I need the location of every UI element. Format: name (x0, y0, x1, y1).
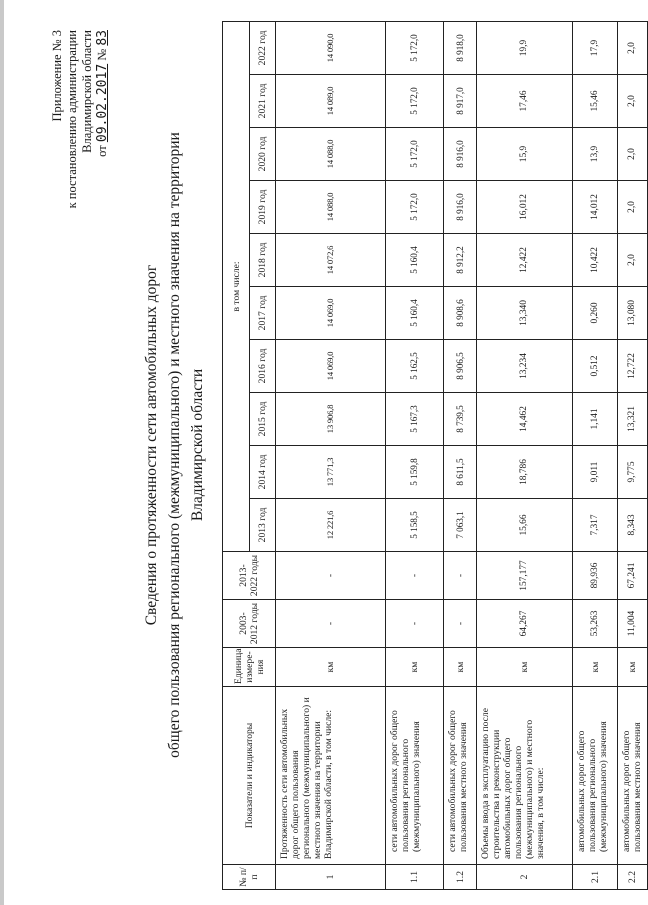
row-value: 14,012 (573, 181, 618, 234)
row-value: 8 611,5 (444, 446, 477, 499)
row-value: 8 908,6 (444, 287, 477, 340)
header-year: 2017 год (250, 287, 276, 340)
table-row (444, 21, 477, 889)
header-including: в том числе: (223, 21, 250, 551)
document-date: 09.02.2017 (95, 63, 110, 143)
row-2003-2012: 64,267 (477, 600, 573, 648)
row-value: 14 069,0 (276, 287, 386, 340)
header-year: 2015 год (250, 393, 276, 446)
row-value: 7 063,1 (444, 499, 477, 552)
header-year: 2020 год (250, 128, 276, 181)
row-name: автомобильных дорог общего пользования местного значения (618, 687, 648, 865)
row-value: 8 916,0 (444, 181, 477, 234)
row-value: 7,317 (573, 499, 618, 552)
row-value: 13,321 (618, 393, 648, 446)
title-line-1: Сведения о протяженности сети автомобильных дорог (143, 264, 160, 626)
row-value: 17,9 (573, 21, 618, 74)
row-value: 14,462 (477, 393, 573, 446)
row-value: 0,260 (573, 287, 618, 340)
header-2013-2022: 2013- 2022 годы (223, 552, 276, 600)
row-value: 2,0 (618, 75, 648, 128)
header-indicator: Показатели и индикаторы (223, 687, 276, 865)
row-num: 2 (477, 865, 573, 890)
row-value: 18,786 (477, 446, 573, 499)
appendix-line-2: к постановлению администрации (65, 30, 79, 209)
row-value: 5 172,0 (386, 181, 444, 234)
row-value: 13 906,8 (276, 393, 386, 446)
row-value: 5 172,0 (386, 75, 444, 128)
row-2003-2012: 53,263 (573, 600, 618, 648)
row-value: 13,234 (477, 340, 573, 393)
row-value: 15,66 (477, 499, 573, 552)
row-value: 15,46 (573, 75, 618, 128)
row-value: 13,9 (573, 128, 618, 181)
header-year: 2021 год (250, 75, 276, 128)
row-unit: км (276, 648, 386, 687)
row-name: сети автомобильных дорог общего пользования местного значения (444, 687, 477, 865)
row-value: 5 167,3 (386, 393, 444, 446)
row-2003-2012: - (386, 600, 444, 648)
row-value: 12,422 (477, 234, 573, 287)
document-title (140, 115, 209, 775)
row-num: 1 (276, 865, 386, 890)
row-2003-2012: - (276, 600, 386, 648)
row-name: автомобильных дорог общего пользования регионального (межмуниципального) значения (573, 687, 618, 865)
row-value: 8 917,0 (444, 75, 477, 128)
table-row (573, 21, 618, 889)
row-value: 2,0 (618, 181, 648, 234)
row-value: 2,0 (618, 128, 648, 181)
row-value: 0,512 (573, 340, 618, 393)
row-2003-2012: - (444, 600, 477, 648)
row-2013-2022: 157,177 (477, 552, 573, 600)
row-value: 14 072,6 (276, 234, 386, 287)
row-value: 8 916,0 (444, 128, 477, 181)
row-value: 5 159,8 (386, 446, 444, 499)
row-value: 5 162,5 (386, 340, 444, 393)
row-value: 9,011 (573, 446, 618, 499)
table-row (618, 21, 648, 889)
row-value: 14 090,0 (276, 21, 386, 74)
row-value: 5 158,5 (386, 499, 444, 552)
row-value: 13,080 (618, 287, 648, 340)
row-unit: км (573, 648, 618, 687)
number-prefix: № (95, 48, 109, 61)
row-value: 10,422 (573, 234, 618, 287)
row-value: 14 089,0 (276, 75, 386, 128)
row-value: 12,722 (618, 340, 648, 393)
row-2013-2022: - (276, 552, 386, 600)
row-2013-2022: - (444, 552, 477, 600)
header-year: 2016 год (250, 340, 276, 393)
row-value: 8 918,0 (444, 21, 477, 74)
row-unit: км (477, 648, 573, 687)
row-value: 5 160,4 (386, 287, 444, 340)
table-row (477, 21, 573, 889)
row-value: 5 172,0 (386, 128, 444, 181)
row-unit: км (386, 648, 444, 687)
row-value: 14 088,0 (276, 128, 386, 181)
header-year: 2022 год (250, 21, 276, 74)
roads-table (222, 21, 648, 890)
row-value: 17,46 (477, 75, 573, 128)
row-value: 8 739,5 (444, 393, 477, 446)
appendix-date-line (95, 30, 110, 235)
appendix-block (50, 30, 110, 235)
header-year: 2013 год (250, 499, 276, 552)
row-name: сети автомобильных дорог общего пользования регионального (межмуниципального) значения (386, 687, 444, 865)
date-prefix: от (95, 145, 109, 157)
row-value: 8,343 (618, 499, 648, 552)
row-value: 19,9 (477, 21, 573, 74)
header-year: 2019 год (250, 181, 276, 234)
row-num: 2.1 (573, 865, 618, 890)
scan-edge (0, 0, 4, 905)
row-value: 5 160,4 (386, 234, 444, 287)
row-value: 15,9 (477, 128, 573, 181)
row-name: Протяженность сети автомобильных дорог общего пользования регионального (межмуниципального) и местного значения на территории Владимирской области, в том числе: (276, 687, 386, 865)
row-value: 1,141 (573, 393, 618, 446)
table-row (386, 21, 444, 889)
appendix-line-1: Приложение № 3 (50, 30, 64, 122)
row-value: 9,775 (618, 446, 648, 499)
row-value: 14 088,0 (276, 181, 386, 234)
row-value: 12 221,6 (276, 499, 386, 552)
row-unit: км (444, 648, 477, 687)
row-value: 2,0 (618, 234, 648, 287)
row-unit: км (618, 648, 648, 687)
row-name: Объемы ввода в эксплуатацию после строительства и реконструкции автомобильных дорог общего пользования регионального (межмуниципального) и местного значения, в том числе: (477, 687, 573, 865)
row-num: 1.1 (386, 865, 444, 890)
row-2003-2012: 11,004 (618, 600, 648, 648)
table-row (276, 21, 386, 889)
row-num: 1.2 (444, 865, 477, 890)
header-2003-2012: 2003- 2012 годы (223, 600, 276, 648)
row-2013-2022: - (386, 552, 444, 600)
header-unit: Единица измере- ния (223, 648, 276, 687)
row-value: 2,0 (618, 21, 648, 74)
row-value: 16,012 (477, 181, 573, 234)
document-number: 83 (95, 30, 110, 46)
row-value: 5 172,0 (386, 21, 444, 74)
header-num: № п/п (223, 865, 276, 890)
title-line-2: общего пользования регионального (межмуниципального) и местного значения на территории Владимирской области (166, 132, 206, 758)
row-2013-2022: 89,936 (573, 552, 618, 600)
row-value: 13 771,3 (276, 446, 386, 499)
row-value: 8 912,2 (444, 234, 477, 287)
header-year: 2014 год (250, 446, 276, 499)
row-value: 8 906,5 (444, 340, 477, 393)
row-2013-2022: 67,241 (618, 552, 648, 600)
row-value: 14 069,0 (276, 340, 386, 393)
row-value: 13,340 (477, 287, 573, 340)
row-num: 2.2 (618, 865, 648, 890)
appendix-line-3: Владимирской области (80, 30, 94, 153)
header-year: 2018 год (250, 234, 276, 287)
